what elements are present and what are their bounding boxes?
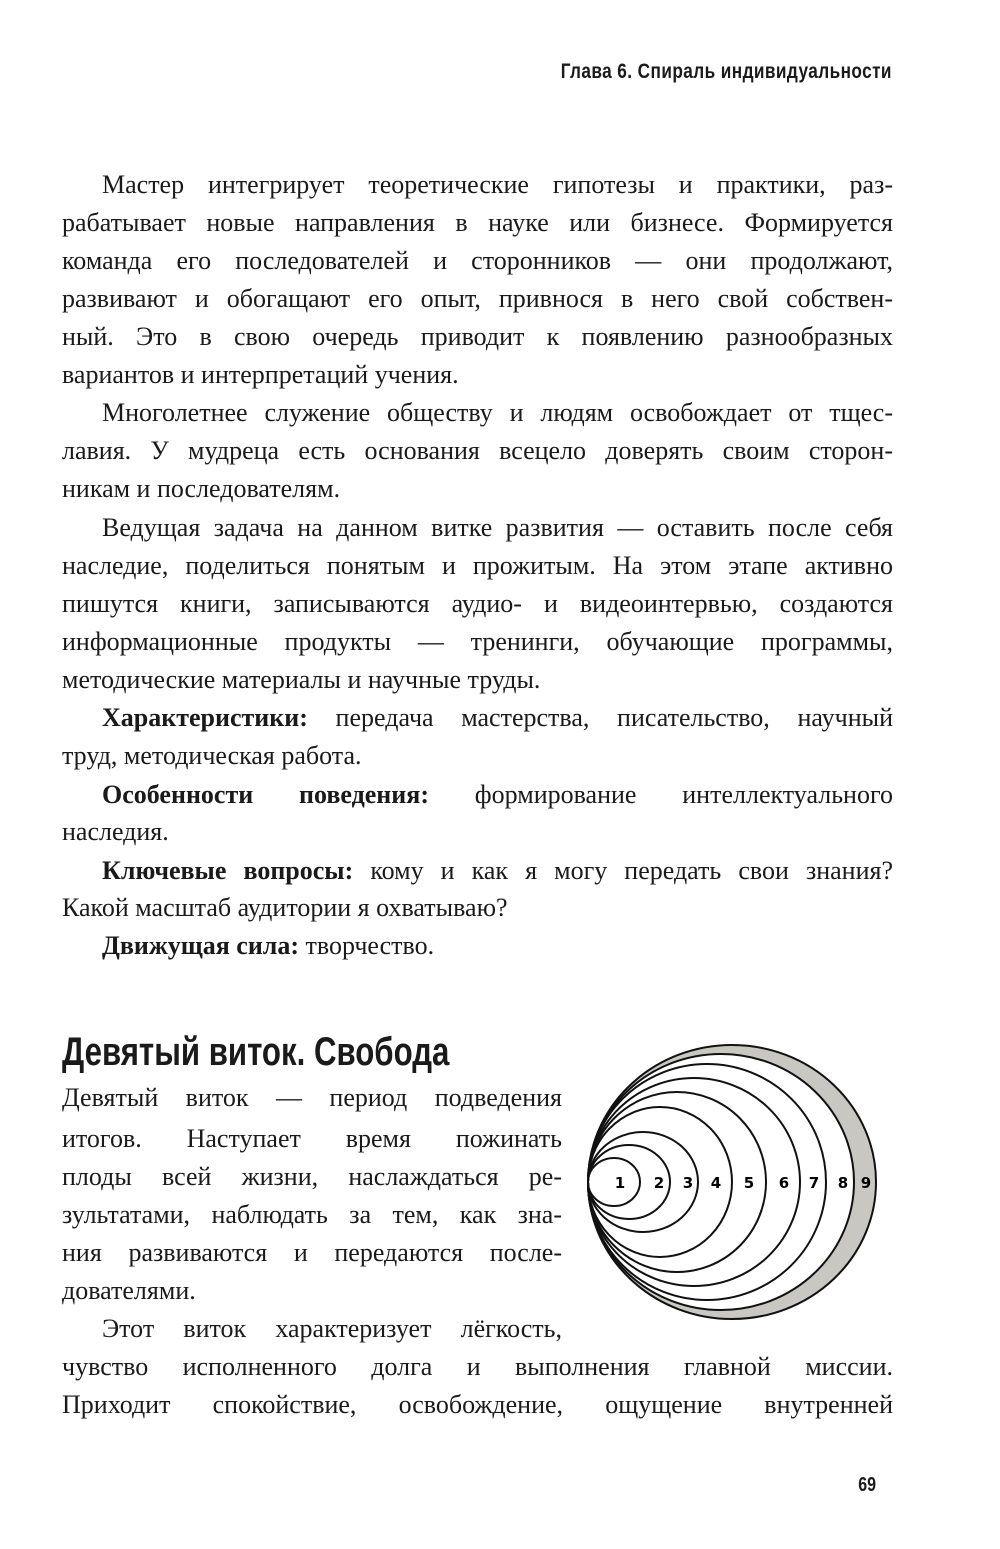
text-line: Девятый виток — период подведения: [62, 1083, 562, 1112]
text-line: развивают и обогащают его опыт, привнося в него свой собствен-: [62, 284, 893, 313]
text-line: методические материалы и научные труды.: [62, 665, 541, 694]
ring-label: 3: [682, 1174, 694, 1192]
ring-label: 2: [653, 1174, 665, 1192]
text-line: никам и последователям.: [62, 474, 341, 503]
section-heading: Девятый виток. Свобода: [62, 1030, 450, 1074]
text-line: Этот виток характеризует лёгкость,: [102, 1314, 562, 1343]
ring-label: 4: [710, 1174, 722, 1192]
text-line: Приходит спокойствие, освобождение, ощущение внутренней: [62, 1390, 893, 1419]
questions-label: Ключевые вопросы:: [102, 856, 354, 885]
text-line: зультатами, наблюдать за тем, как зна-: [62, 1200, 562, 1229]
text-line: вариантов и интерпретаций учения.: [62, 360, 459, 389]
ring-label: 5: [743, 1174, 755, 1192]
text-line: итогов. Наступает время пожинать: [62, 1124, 562, 1153]
driving-force-label: Движущая сила:: [102, 931, 300, 960]
ring-label: 1: [614, 1174, 626, 1192]
text-line: чувство исполненного долга и выполнения главной миссии.: [62, 1352, 893, 1381]
behavior-text: формирование интеллектуального: [428, 780, 893, 809]
behavior-label: Особенности поведения:: [102, 780, 429, 809]
text-line: рабатывает новые направления в науке или бизнесе. Формируется: [62, 208, 893, 237]
characteristics-label: Характеристики:: [102, 703, 308, 732]
text-line: ния развиваются и передаются после-: [62, 1238, 562, 1267]
text-line: пишутся книги, записываются аудио- и видеоинтервью, создаются: [62, 589, 893, 618]
text-line: лавия. У мудреца есть основания всецело доверять своим сторон-: [62, 436, 893, 465]
ring-label: 9: [860, 1174, 872, 1192]
text-line: информационные продукты — тренинги, обучающие программы,: [62, 627, 893, 656]
ring-label: 6: [778, 1174, 790, 1192]
text-line: труд, методическая работа.: [62, 741, 362, 770]
page-number: 69: [858, 1474, 877, 1496]
characteristics-text: передача мастерства, писательство, научный: [307, 703, 893, 732]
text-line: Многолетнее служение обществу и людям освобождает от тщес-: [102, 398, 893, 427]
text-line: Какой масштаб аудитории я охватываю?: [62, 893, 508, 922]
text-line: Мастер интегрирует теоретические гипотезы и практики, раз-: [102, 170, 893, 199]
text-line: Ведущая задача на данном витке развития — оставить после себя: [102, 513, 893, 542]
text-line: наследие, поделиться понятым и прожитым. На этом этапе активно: [62, 551, 893, 580]
text-line: плоды всей жизни, наслаждаться ре-: [62, 1162, 562, 1191]
ring-label: 7: [808, 1174, 820, 1192]
driving-force-text: творчество.: [299, 931, 435, 960]
text-line: наследия.: [62, 817, 169, 846]
text-line: команда его последователей и сторонников — они продолжают,: [62, 246, 893, 275]
ring-label: 8: [837, 1174, 849, 1192]
text-line: дователями.: [62, 1276, 196, 1305]
text-line: ный. Это в свою очередь приводит к появлению разнообразных: [62, 322, 893, 351]
questions-text: кому и как я могу передать свои знания?: [353, 856, 893, 885]
running-header: Глава 6. Спираль индивидуальности: [560, 60, 892, 83]
